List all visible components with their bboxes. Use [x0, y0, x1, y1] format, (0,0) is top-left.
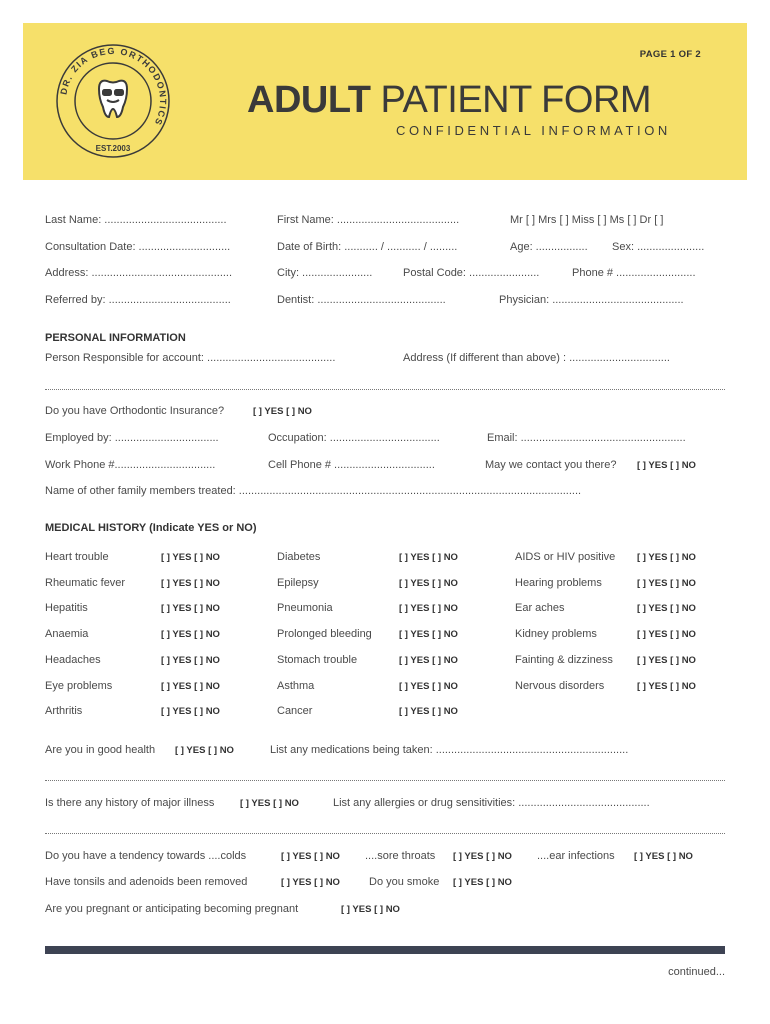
logo-est: EST.2003: [95, 144, 131, 153]
first-name-field[interactable]: First Name: ........................................: [277, 214, 460, 226]
dob-field[interactable]: Date of Birth: ........... / ........... / .........: [277, 241, 458, 253]
condition-yes-no[interactable]: [ ] YES [ ] NO: [399, 629, 458, 640]
condition-label: Hepatitis: [45, 602, 88, 614]
smoke-question: Do you smoke: [369, 876, 440, 888]
city-field[interactable]: City: .......................: [277, 267, 373, 279]
pregnant-options[interactable]: [ ] YES [ ] NO: [341, 904, 400, 915]
condition-yes-no[interactable]: [ ] YES [ ] NO: [161, 578, 220, 589]
condition-yes-no[interactable]: [ ] YES [ ] NO: [161, 706, 220, 717]
condition-label: Cancer: [277, 705, 313, 717]
responsible-field[interactable]: Person Responsible for account: ..........................................: [45, 352, 336, 364]
occupation-field[interactable]: Occupation: ....................................: [268, 432, 440, 444]
condition-yes-no[interactable]: [ ] YES [ ] NO: [161, 552, 220, 563]
insurance-options[interactable]: [ ] YES [ ] NO: [253, 406, 312, 417]
pregnant-question: Are you pregnant or anticipating becoming pregnant: [45, 903, 299, 915]
condition-yes-no[interactable]: [ ] YES [ ] NO: [637, 655, 696, 666]
insurance-question: Do you have Orthodontic Insurance?: [45, 405, 225, 417]
contact-options[interactable]: [ ] YES [ ] NO: [637, 460, 696, 471]
medications-field[interactable]: List any medications being taken: ...............................................................: [270, 744, 629, 756]
condition-label: AIDS or HIV positive: [515, 551, 616, 563]
condition-yes-no[interactable]: [ ] YES [ ] NO: [399, 552, 458, 563]
logo-ring-text: DR. ZIA BEG ORTHODONTICS: [58, 45, 169, 128]
condition-yes-no[interactable]: [ ] YES [ ] NO: [161, 603, 220, 614]
condition-yes-no[interactable]: [ ] YES [ ] NO: [161, 681, 220, 692]
ear-infections-label: ....ear infections: [537, 850, 615, 862]
work-phone-field[interactable]: Work Phone #.................................: [45, 459, 216, 471]
condition-yes-no[interactable]: [ ] YES [ ] NO: [399, 655, 458, 666]
tendency-question: Do you have a tendency towards ....colds: [45, 850, 247, 862]
employed-by-field[interactable]: Employed by: ..................................: [45, 432, 219, 444]
dentist-field[interactable]: Dentist: ..........................................: [277, 294, 446, 306]
tooth-icon: [99, 81, 127, 117]
title-options[interactable]: Mr [ ] Mrs [ ] Miss [ ] Ms [ ] Dr [ ]: [510, 214, 664, 226]
condition-label: Prolonged bleeding: [277, 628, 372, 640]
condition-yes-no[interactable]: [ ] YES [ ] NO: [399, 706, 458, 717]
good-health-options[interactable]: [ ] YES [ ] NO: [175, 745, 234, 756]
email-field[interactable]: Email: ......................................................: [487, 432, 686, 444]
cell-phone-field[interactable]: Cell Phone # .................................: [268, 459, 435, 471]
clinic-logo: [53, 41, 173, 161]
condition-label: Eye problems: [45, 680, 113, 692]
tonsils-options[interactable]: [ ] YES [ ] NO: [281, 877, 340, 888]
sore-throats-options[interactable]: [ ] YES [ ] NO: [453, 851, 512, 862]
condition-label: Heart trouble: [45, 551, 109, 563]
condition-label: Diabetes: [277, 551, 321, 563]
form-subtitle: CONFIDENTIAL INFORMATION: [396, 123, 671, 138]
age-field[interactable]: Age: .................: [510, 241, 588, 253]
condition-yes-no[interactable]: [ ] YES [ ] NO: [637, 681, 696, 692]
condition-label: Ear aches: [515, 602, 565, 614]
continued-label: continued...: [668, 966, 725, 978]
condition-yes-no[interactable]: [ ] YES [ ] NO: [161, 655, 220, 666]
medications-line[interactable]: [45, 780, 725, 781]
family-members-field[interactable]: Name of other family members treated: ................................................................................................................: [45, 485, 582, 497]
condition-label: Rheumatic fever: [45, 577, 126, 589]
consultation-date-field[interactable]: Consultation Date: ..............................: [45, 241, 231, 253]
condition-yes-no[interactable]: [ ] YES [ ] NO: [399, 578, 458, 589]
personal-info-heading: PERSONAL INFORMATION: [45, 332, 186, 344]
condition-yes-no[interactable]: [ ] YES [ ] NO: [637, 552, 696, 563]
condition-yes-no[interactable]: [ ] YES [ ] NO: [637, 603, 696, 614]
condition-yes-no[interactable]: [ ] YES [ ] NO: [637, 629, 696, 640]
sex-field[interactable]: Sex: ......................: [612, 241, 705, 253]
page-number: PAGE 1 OF 2: [639, 49, 701, 60]
condition-label: Stomach trouble: [277, 654, 358, 666]
postal-code-field[interactable]: Postal Code: .......................: [403, 267, 540, 279]
condition-yes-no[interactable]: [ ] YES [ ] NO: [161, 629, 220, 640]
condition-label: Hearing problems: [515, 577, 602, 589]
phone-field[interactable]: Phone # ..........................: [572, 267, 696, 279]
major-illness-options[interactable]: [ ] YES [ ] NO: [240, 798, 299, 809]
header-banner: [23, 23, 747, 180]
condition-label: Fainting & dizziness: [515, 654, 613, 666]
form-title: ADULT PATIENT FORM: [247, 79, 652, 121]
condition-yes-no[interactable]: [ ] YES [ ] NO: [637, 578, 696, 589]
allergies-line[interactable]: [45, 833, 725, 834]
medical-history-heading: MEDICAL HISTORY (Indicate YES or NO): [45, 522, 257, 534]
condition-label: Anaemia: [45, 628, 89, 640]
last-name-field[interactable]: Last Name: ........................................: [45, 214, 227, 226]
allergies-field[interactable]: List any allergies or drug sensitivities: ...........................................: [333, 797, 650, 809]
alt-address-line[interactable]: [45, 389, 725, 390]
footer-bar: [45, 946, 725, 954]
colds-options[interactable]: [ ] YES [ ] NO: [281, 851, 340, 862]
condition-label: Epilepsy: [277, 577, 319, 589]
condition-label: Headaches: [45, 654, 101, 666]
tonsils-question: Have tonsils and adenoids been removed: [45, 876, 248, 888]
condition-yes-no[interactable]: [ ] YES [ ] NO: [399, 681, 458, 692]
contact-question: May we contact you there?: [485, 459, 617, 471]
alt-address-field[interactable]: Address (If different than above) : .................................: [403, 352, 670, 364]
condition-label: Arthritis: [45, 705, 83, 717]
good-health-question: Are you in good health: [45, 744, 156, 756]
major-illness-question: Is there any history of major illness: [45, 797, 215, 809]
condition-label: Kidney problems: [515, 628, 597, 640]
condition-label: Asthma: [277, 680, 315, 692]
sore-throats-label: ....sore throats: [365, 850, 436, 862]
condition-yes-no[interactable]: [ ] YES [ ] NO: [399, 603, 458, 614]
condition-label: Pneumonia: [277, 602, 333, 614]
smoke-options[interactable]: [ ] YES [ ] NO: [453, 877, 512, 888]
referred-by-field[interactable]: Referred by: ........................................: [45, 294, 231, 306]
ear-infections-options[interactable]: [ ] YES [ ] NO: [634, 851, 693, 862]
physician-field[interactable]: Physician: ...........................................: [499, 294, 684, 306]
condition-label: Nervous disorders: [515, 680, 605, 692]
address-field[interactable]: Address: ..............................................: [45, 267, 233, 279]
